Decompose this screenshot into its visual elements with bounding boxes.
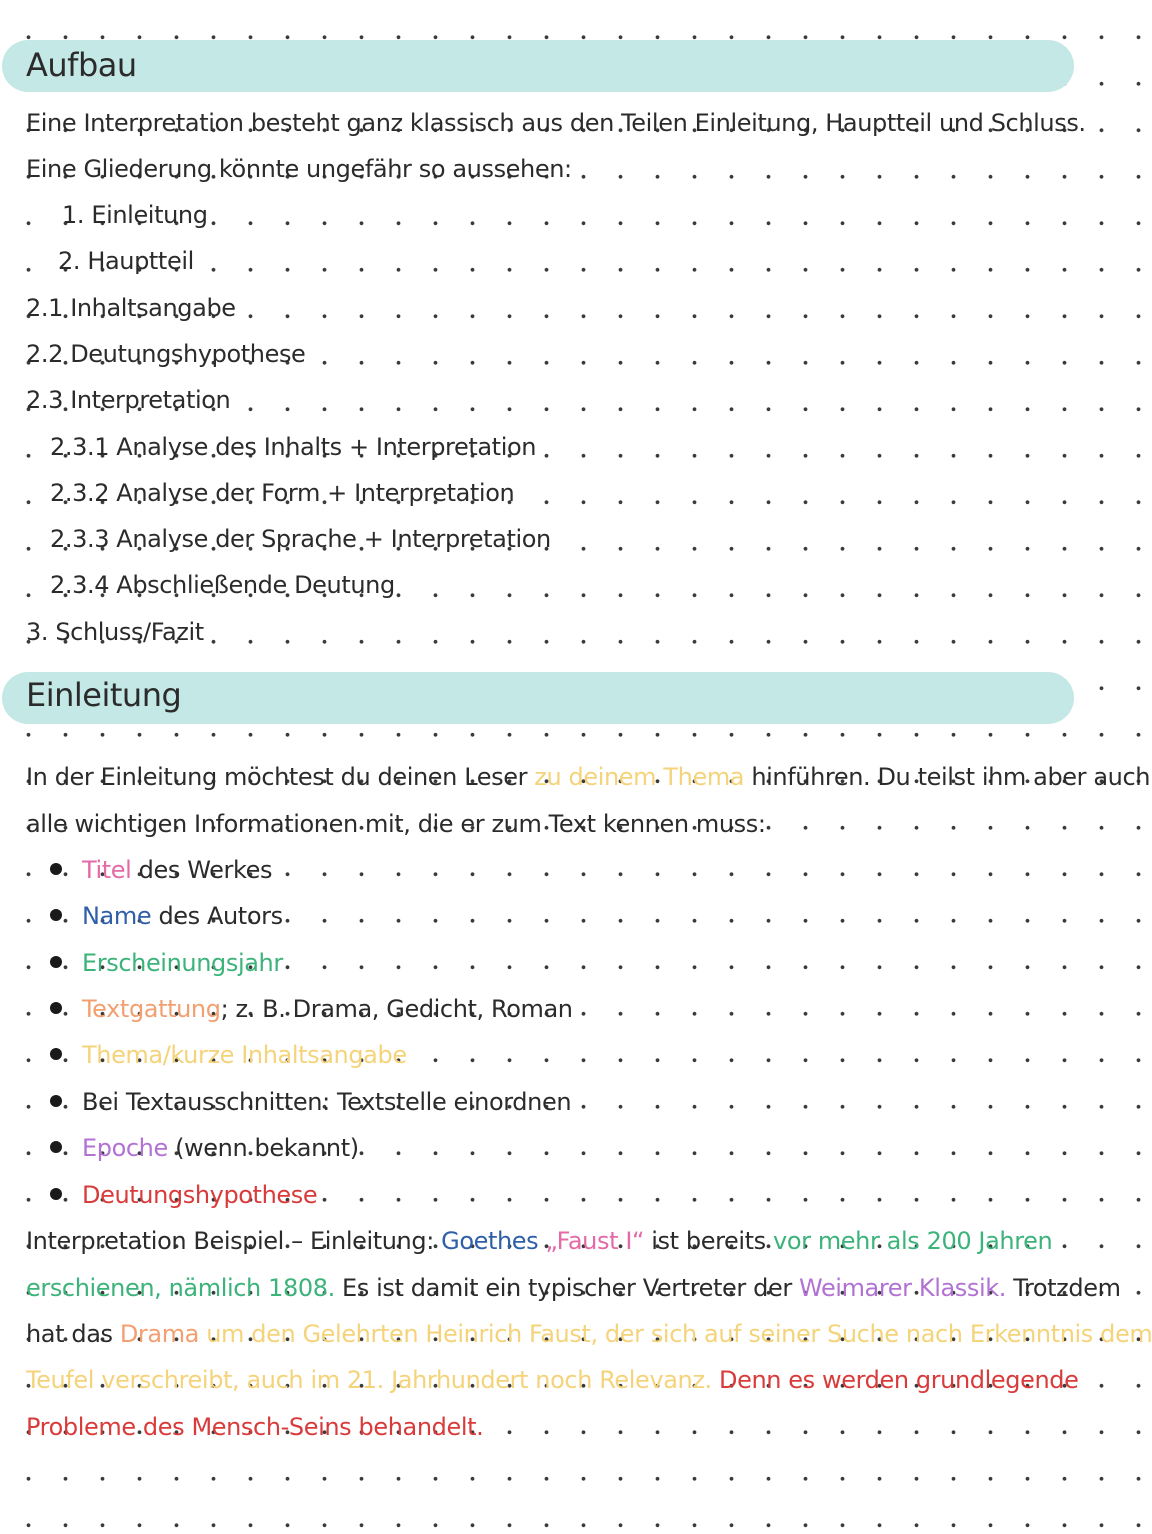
bullet-icon <box>50 1188 62 1200</box>
intro-line-2: Eine Gliederung könnte ungefähr so aussehen: <box>26 155 572 183</box>
text-run: hat das <box>26 1320 120 1348</box>
bullet-icon <box>50 956 62 968</box>
bullet-keyword: Thema/kurze Inhaltsangabe <box>82 1041 407 1069</box>
bullet-text: Bei Textausschnitten: Textstelle einordnen <box>82 1088 572 1116</box>
outline-item: 3. Schluss/Fazit <box>26 618 204 646</box>
einleitung-paragraph-line-1 <box>26 762 1150 792</box>
outline-item: 2.3.2 Analyse der Form + Interpretation <box>50 479 515 507</box>
example-line-5: Probleme des Mensch-Seins behandelt. <box>26 1413 484 1441</box>
bullet-item <box>50 1040 407 1070</box>
bullet-keyword: Erscheinungsjahr <box>82 949 283 977</box>
bullet-keyword: Deutungshypothese <box>82 1181 318 1209</box>
bullet-text: des Autors <box>151 902 283 930</box>
highlight-text: erschienen, nämlich 1808. <box>26 1274 335 1302</box>
outline-item: 2.3.1 Analyse des Inhalts + Interpretation <box>50 433 537 461</box>
bullet-item <box>50 855 272 885</box>
highlight-text: Thema <box>656 763 745 791</box>
example-line-2 <box>26 1273 1121 1303</box>
outline-item: 2. Hauptteil <box>58 247 194 275</box>
example-line-3 <box>26 1319 1152 1349</box>
bullet-text: (wenn bekannt) <box>167 1134 359 1162</box>
bullet-item <box>50 948 283 978</box>
bullet-icon <box>50 1095 62 1107</box>
bullet-icon <box>50 1048 62 1060</box>
bullet-icon <box>50 909 62 921</box>
highlight-text: Goethes <box>441 1227 539 1255</box>
bullet-item <box>50 1087 571 1117</box>
bullet-text: des Werkes <box>131 856 273 884</box>
outline-item: 2.3 Interpretation <box>26 386 231 414</box>
bullet-keyword: Titel <box>82 856 132 884</box>
section-heading-einleitung: Einleitung <box>26 676 182 714</box>
bullet-item <box>50 901 283 931</box>
highlight-text: Weimarer Klassik. <box>799 1274 1006 1302</box>
intro-line: Eine Interpretation besteht ganz klassisch aus den Teilen Einleitung, Hauptteil und Schluss. <box>26 109 1086 137</box>
bullet-icon <box>50 1141 62 1153</box>
text-run: hinführen. Du teilst ihm aber auch <box>744 763 1151 791</box>
highlight-text: Drama <box>119 1320 199 1348</box>
heading-banner-aufbau <box>2 40 1074 92</box>
bullet-text: ; z. B. Drama, Gedicht, Roman <box>220 995 573 1023</box>
highlight-text: Teufel verschreibt, auch im 21. Jahrhundert noch Relevanz. <box>26 1366 712 1394</box>
outline-item: 2.2 Deutungshypothese <box>26 340 306 368</box>
bullet-item <box>50 994 573 1024</box>
text-run: Interpretation Beispiel – Einleitung: <box>26 1227 442 1255</box>
highlight-text: „Faust I“ <box>538 1227 645 1255</box>
bullet-keyword: Name <box>82 902 152 930</box>
highlight-text: vor mehr als 200 Jahren <box>773 1227 1053 1255</box>
text-run: Es ist damit ein typischer Vertreter der <box>334 1274 800 1302</box>
bullet-item <box>50 1133 359 1163</box>
einleitung-paragraph-line-2: alle wichtigen Informationen mit, die er zum Text kennen muss: <box>26 810 766 838</box>
text-run: In der Einleitung möchtest du deinen Leser <box>26 763 535 791</box>
highlight-text: um den Gelehrten Heinrich Faust, der sich auf seiner Suche nach Erkenntnis dem <box>199 1320 1152 1348</box>
outline-item: 2.3.4 Abschließende Deutung <box>50 571 395 599</box>
bullet-icon <box>50 863 62 875</box>
text-run: ist bereits <box>644 1227 774 1255</box>
bullet-icon <box>50 1002 62 1014</box>
bullet-item <box>50 1180 317 1210</box>
highlight-text: Denn es werden grundlegende <box>711 1366 1079 1394</box>
bullet-keyword: Textgattung <box>82 995 221 1023</box>
example-line-1 <box>26 1226 1052 1256</box>
text-run: Trotzdem <box>1005 1274 1121 1302</box>
outline-item: 2.1 Inhaltsangabe <box>26 294 236 322</box>
example-line-4 <box>26 1365 1079 1395</box>
outline-item: 2.3.3 Analyse der Sprache + Interpretation <box>50 525 551 553</box>
section-heading-aufbau: Aufbau <box>26 46 137 84</box>
highlight-text: zu deinem <box>534 763 657 791</box>
bullet-keyword: Epoche <box>82 1134 168 1162</box>
outline-item: 1. Einleitung <box>62 201 208 229</box>
